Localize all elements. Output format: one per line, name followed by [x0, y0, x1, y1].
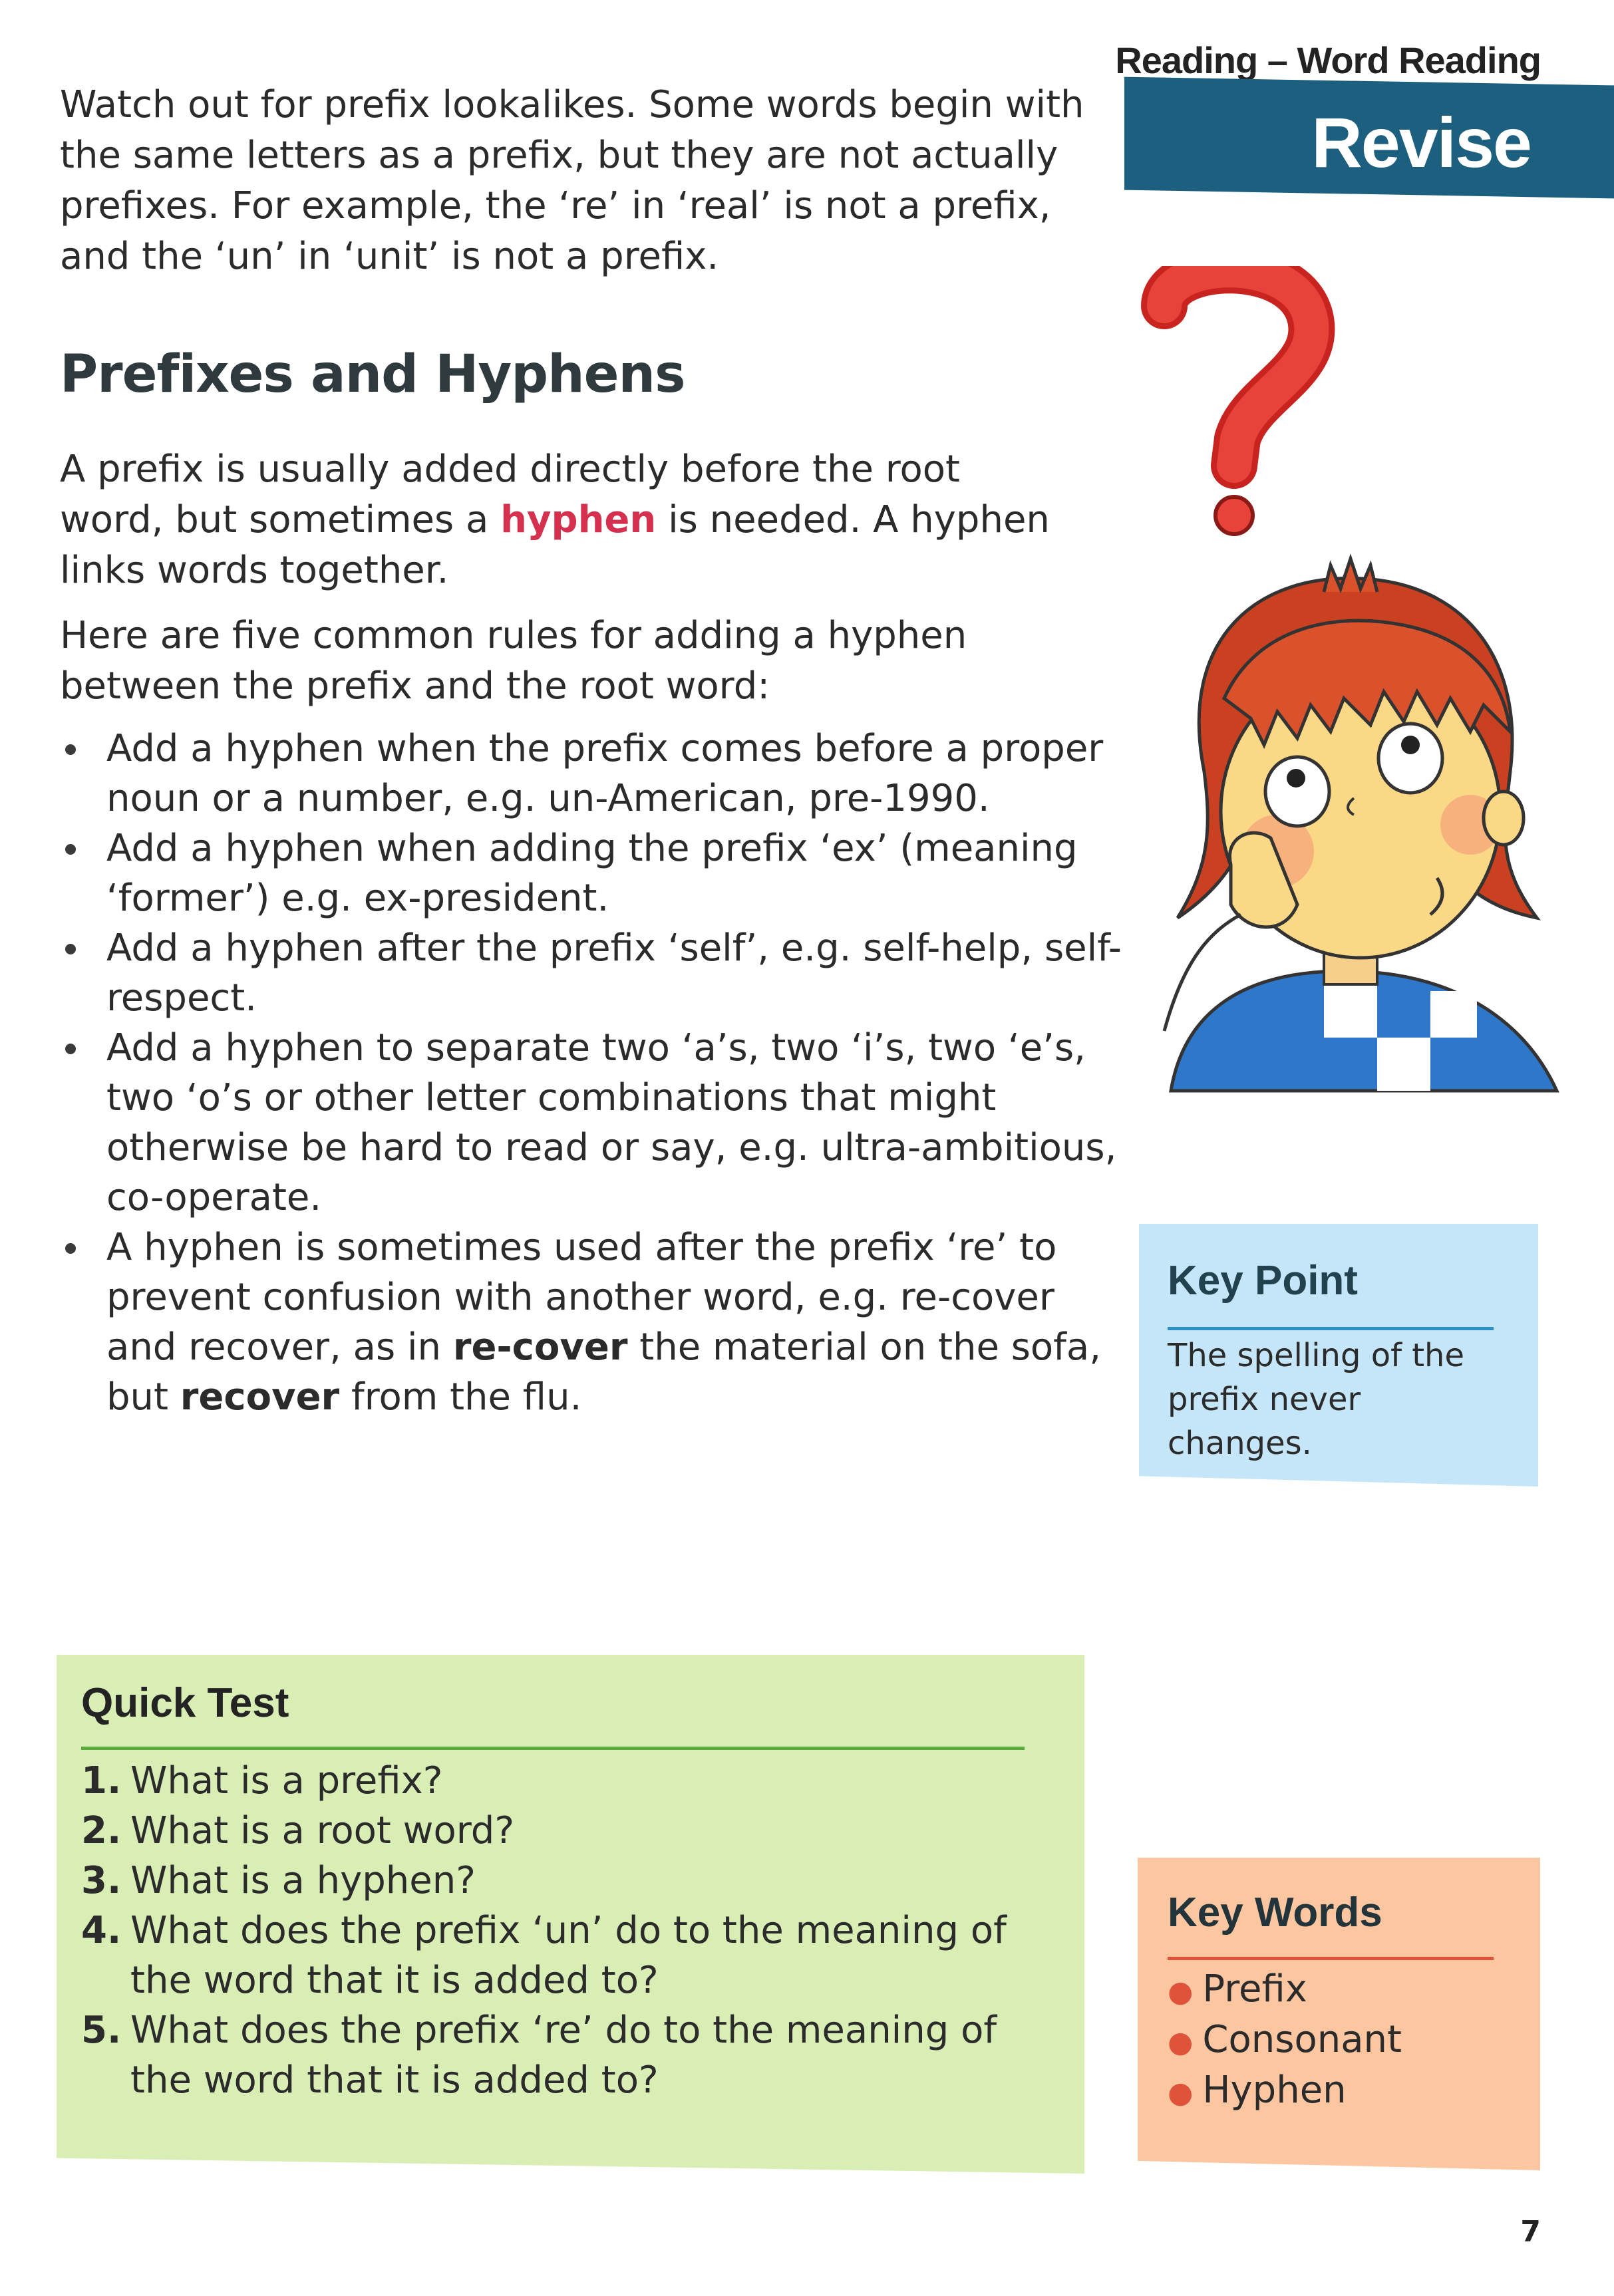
hyphen-rules-list [60, 724, 1124, 1422]
question-number: 3. [81, 1859, 122, 1902]
key-point-text: The spelling of the prefix never changes. [1168, 1337, 1464, 1462]
key-word: Prefix [1202, 1967, 1307, 2011]
quick-test-title: Quick Test [81, 1680, 289, 1726]
bullet-icon: ● [1168, 2025, 1194, 2059]
question-number: 4. [81, 1909, 122, 1952]
question-text: What is a prefix? [130, 1759, 443, 1802]
key-point-title: Key Point [1168, 1258, 1358, 1304]
question-number: 1. [81, 1759, 122, 1802]
intro-paragraph: Watch out for prefix lookalikes. Some words begin with the same letters as a prefix, but they are not actually prefixes. For example, the ‘re’ in ‘real’ is not a prefix, and the ‘un’ in ‘unit’ is not a prefix. [60, 83, 1084, 278]
question-number: 5. [81, 2009, 122, 2052]
rule5-bold-2: recover [180, 1375, 340, 1419]
thinking-character-illustration [1124, 266, 1577, 1131]
page-number: 7 [1520, 2215, 1541, 2249]
list-item [81, 2005, 1066, 2105]
list-item: Add a hyphen after the prefix ‘self’, e.g. self-help, self-respect. [60, 923, 1124, 1023]
key-words-divider [1168, 1957, 1494, 1960]
question-number: 2. [81, 1809, 122, 1852]
list-item [81, 1856, 1066, 1906]
list-item [81, 1756, 1066, 1806]
question-text: What is a hyphen? [130, 1859, 476, 1902]
rule5-bold-1: re-cover [452, 1326, 628, 1369]
p1-text-before: A prefix is usually added directly before the root word, but sometimes a [60, 448, 960, 541]
bullet-icon: ● [1168, 2076, 1194, 2110]
key-point-divider [1168, 1327, 1494, 1330]
list-item [60, 1222, 1124, 1422]
question-text: What does the prefix ‘un’ do to the meaning of the word that it is added to? [130, 1909, 1007, 2002]
hyphen-keyword: hyphen [500, 498, 657, 541]
question-text: What is a root word? [130, 1809, 515, 1852]
quick-test-divider [81, 1747, 1025, 1750]
section-heading: Prefixes and Hyphens [60, 345, 685, 404]
bullet-icon: ● [1168, 1975, 1194, 2009]
list-item [1168, 2016, 1402, 2067]
rule5-text-2: the material on the sofa, but [106, 1326, 1102, 1419]
quick-test-questions [81, 1756, 1066, 2105]
key-word: Consonant [1202, 2018, 1402, 2061]
question-mark-icon [1164, 270, 1311, 534]
list-item: Add a hyphen when the prefix comes before a proper noun or a number, e.g. un-American, pre-1990. [60, 724, 1124, 823]
rule5-text-1: A hyphen is sometimes used after the prefix ‘re’ to prevent confusion with another word, e.g. re-cover and recover, as in [106, 1226, 1057, 1369]
list-item [81, 1806, 1066, 1856]
section-label: Reading – Word Reading [1115, 39, 1541, 81]
rules-intro-paragraph: Here are five common rules for adding a hyphen between the prefix and the root word: [60, 614, 967, 708]
revise-label: Revise [1311, 104, 1531, 182]
list-item: Add a hyphen to separate two ‘a’s, two ‘i’s, two ‘e’s, two ‘o’s or other letter combinations that might otherwise be hard to read or say, e.g. ultra-ambitious, co-operate. [60, 1023, 1124, 1222]
key-words-list [1168, 1965, 1402, 2117]
p1-text-after: is needed. A hyphen links words together. [60, 498, 1050, 592]
hyphen-definition-paragraph [60, 444, 1058, 596]
question-text: What does the prefix ‘re’ do to the meaning of the word that it is added to? [130, 2009, 997, 2102]
list-item [1168, 1965, 1402, 2016]
key-words-title: Key Words [1168, 1890, 1382, 1936]
rule5-text-3: from the flu. [339, 1375, 582, 1419]
list-item [81, 1906, 1066, 2005]
key-word: Hyphen [1202, 2069, 1347, 2112]
list-item: Add a hyphen when adding the prefix ‘ex’ (meaning ‘former’) e.g. ex-president. [60, 823, 1124, 923]
list-item [1168, 2067, 1402, 2117]
